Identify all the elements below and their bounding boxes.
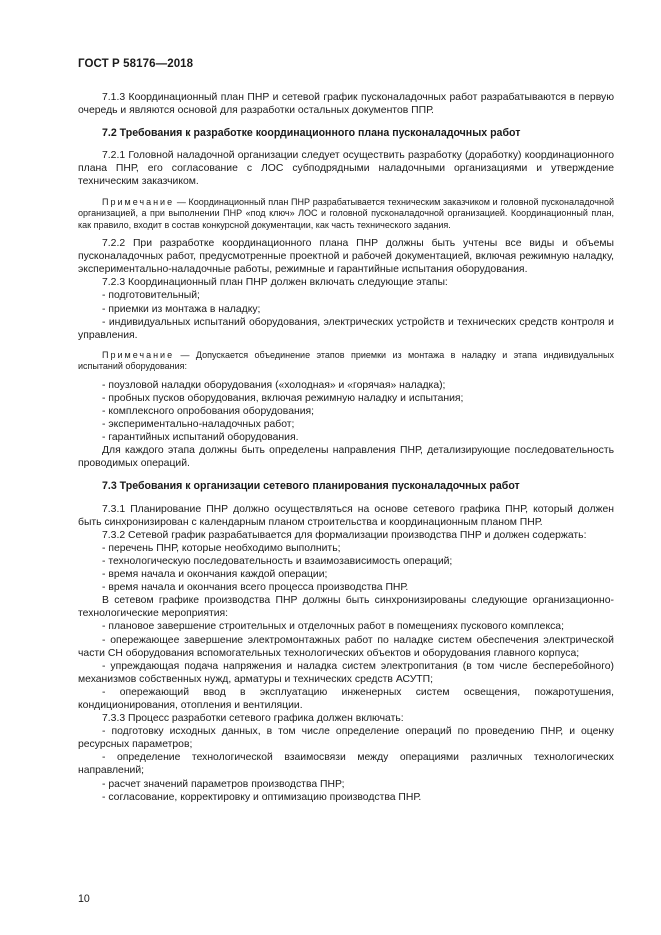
note-label: Примечание xyxy=(102,196,175,207)
note-text: — Координационный план ПНР разрабатывается техническим заказчиком и головной пусконаладочной организацией, а при выполнении ПНР «под ключ» ЛОС и головной пусконаладочной организацией. Координационный план, как правило, входит в состав конкурсной документации, как часть технического задания. xyxy=(78,196,614,230)
list-item: - определение технологической взаимосвязи между операциями различных технологических направлений; xyxy=(78,752,614,777)
section-heading-7-3: 7.3 Требования к организации сетевого планирования пусконаладочных работ xyxy=(102,480,520,493)
paragraph-7-3-3: 7.3.3 Процесс разработки сетевого графика должен включать: xyxy=(102,713,404,725)
paragraph-each-stage: Для каждого этапа должны быть определены направления ПНР, детализирующие последовательность проводимых операций. xyxy=(78,445,614,470)
paragraph-7-2-3: 7.2.3 Координационный план ПНР должен включать следующие этапы: xyxy=(102,277,448,289)
list-item: - поузловой наладки оборудования («холодная» и «горячая» наладка); xyxy=(102,379,446,391)
list-item: - опережающий ввод в эксплуатацию инженерных систем освещения, пожаротушения, кондиционирования, отопления и вентиляции. xyxy=(78,686,614,711)
list-item: - комплексного опробования оборудования; xyxy=(102,406,315,417)
list-item: - пробных пусков оборудования, включая режимную наладку и испытания; xyxy=(102,392,464,404)
document-header: ГОСТ Р 58176—2018 xyxy=(78,58,194,70)
note-text: — Допускается объединение этапов приемки из монтажа в наладку и этапа индивидуальных испытаний оборудования: xyxy=(78,349,614,372)
paragraph-7-2-1: 7.2.1 Головной наладочной организации следует осуществить разработку (доработку) координационного плана ПНР, его согласование с ЛОС субподрядными наладочными организациями и утверждение техническим заказчиком. xyxy=(78,150,614,188)
document-body xyxy=(78,91,614,804)
list-item: - индивидуальных испытаний оборудования, электрических устройств и технических средств контроля и управления. xyxy=(78,316,614,341)
section-heading-7-2: 7.2 Требования к разработке координационного плана пусконаладочных работ xyxy=(102,127,521,140)
list-item: - плановое завершение строительных и отделочных работ в помещениях пускового комплекса; xyxy=(102,621,564,633)
list-item: - расчет значений параметров производства ПНР; xyxy=(102,778,345,790)
paragraph-7-1-3: 7.1.3 Координационный план ПНР и сетевой график пусконаладочных работ разрабатываются в первую очередь и являются основой для разработки остальных документов ППР. xyxy=(78,92,614,117)
list-item: - опережающее завершение электромонтажных работ по наладке систем обеспечения электрической части СН оборудования вспомогательных технологических объектов и оборудования главного корпуса; xyxy=(78,634,614,659)
list-item: - время начала и окончания каждой операции; xyxy=(102,569,328,581)
list-item: - перечень ПНР, которые необходимо выполнить; xyxy=(102,542,341,554)
page-number: 10 xyxy=(78,893,90,905)
list-item: - подготовку исходных данных, в том числе определение операций по проведению ПНР, и оценку ресурсных параметров; xyxy=(78,726,614,751)
paragraph-7-3-1: 7.3.1 Планирование ПНР должно осуществляться на основе сетевого графика ПНР, который должен быть синхронизирован с календарным планом строительства и координационным планом ПНР. xyxy=(78,503,614,528)
list-item: - приемки из монтажа в наладку; xyxy=(102,303,261,315)
list-item: - гарантийных испытаний оборудования. xyxy=(102,432,299,444)
list-item: - технологическую последовательность и взаимозависимость операций; xyxy=(102,555,453,567)
paragraph-sync: В сетевом графике производства ПНР должны быть синхронизированы следующие организационно-технологические мероприятия: xyxy=(78,595,614,620)
list-item: - подготовительный; xyxy=(102,290,200,302)
note-1 xyxy=(78,197,614,232)
note-2 xyxy=(78,350,614,373)
list-item: - согласование, корректировку и оптимизацию производства ПНР. xyxy=(102,791,422,803)
list-item: - упреждающая подача напряжения и наладка систем электропитания (в том числе бесперебойного) механизмов собственных нужд, арматуры и технических средств АСУТП; xyxy=(78,660,614,685)
paragraph-7-2-2: 7.2.2 При разработке координационного плана ПНР должны быть учтены все виды и объемы пусконаладочных работ, предусмотренные проектной и рабочей документацией, включая режимную наладку, экспериментально-наладочные работы, режимные и гарантийные испытания оборудования. xyxy=(78,238,614,276)
paragraph-7-3-2: 7.3.2 Сетевой график разрабатывается для формализации производства ПНР и должен содержать: xyxy=(102,529,587,541)
list-item: - экспериментально-наладочных работ; xyxy=(102,419,295,431)
list-item: - время начала и окончания всего процесса производства ПНР. xyxy=(102,582,409,594)
note-label: Примечание xyxy=(102,349,175,360)
